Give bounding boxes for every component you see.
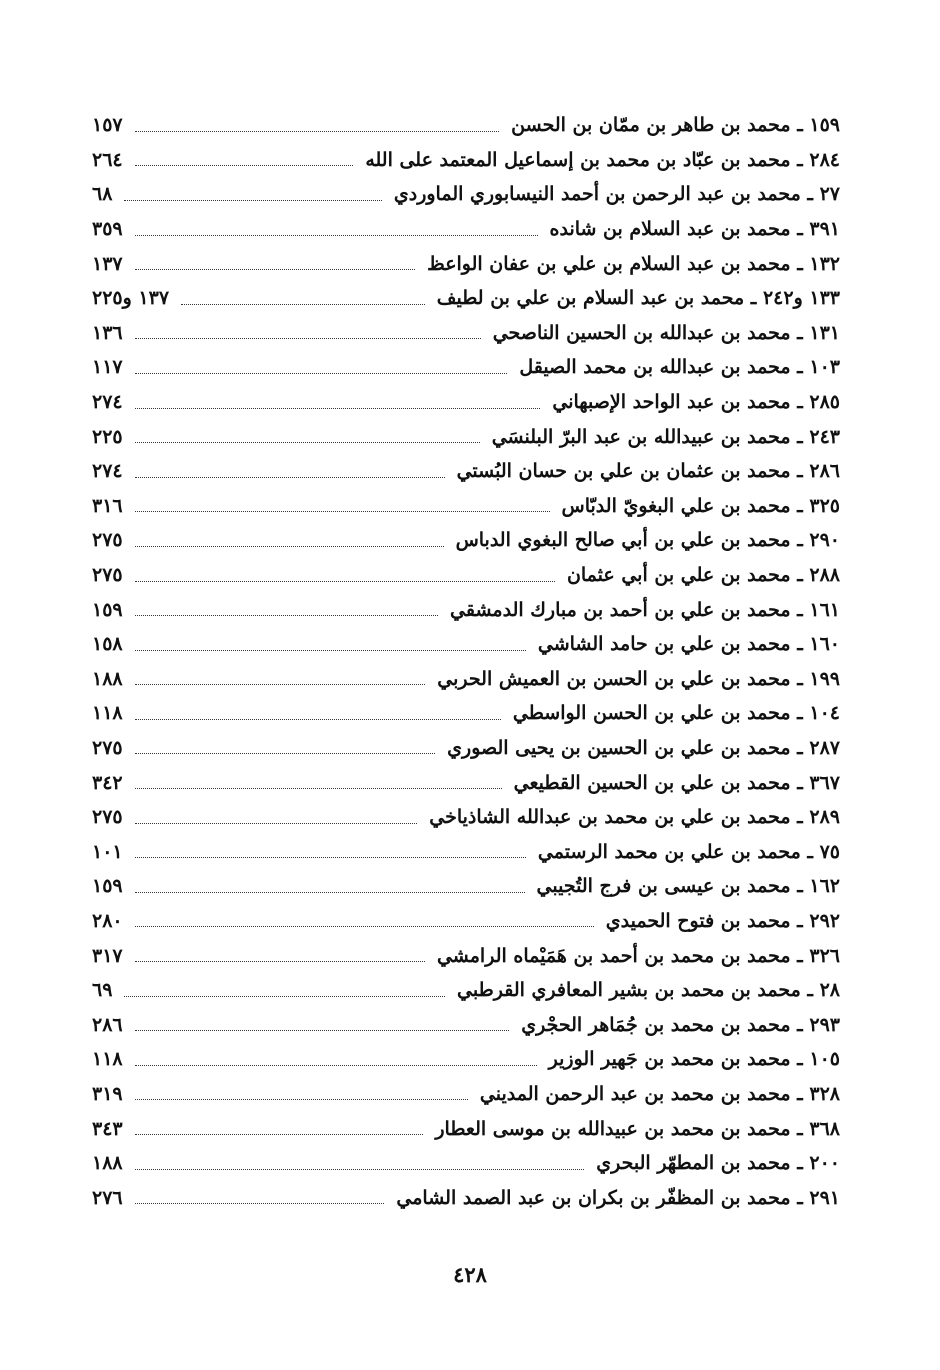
entry-page-number: ١٥٩: [92, 875, 123, 898]
index-entry: [92, 731, 840, 766]
entry-page-number: ١٣٧: [92, 252, 123, 275]
entry-page-number: ١١٨: [92, 1048, 123, 1071]
entry-name: ٢٩٠ ـ محمد بن علي بن أبي صالح البغوي الدباس: [455, 529, 840, 552]
entry-name: ١٠٤ ـ محمد بن علي بن الحسن الواسطي: [512, 702, 840, 725]
dot-leader: [135, 581, 555, 582]
entry-page-number: ١٥٨: [92, 633, 123, 656]
dot-leader: [135, 235, 538, 236]
entry-page-number: ٢٧٥: [92, 529, 123, 552]
index-entry: [92, 419, 840, 454]
entry-page-number: ١٨٨: [92, 667, 123, 690]
entry-page-number: ٢٨٠: [92, 909, 123, 932]
index-entry: [92, 350, 840, 385]
dot-leader: [135, 650, 526, 651]
dot-leader: [135, 719, 501, 720]
dot-leader: [135, 338, 481, 339]
dot-leader: [135, 131, 500, 132]
dot-leader: [135, 408, 541, 409]
dot-leader: [135, 1099, 468, 1100]
entry-name: ٢٨٨ ـ محمد بن علي بن أبي عثمان: [566, 564, 840, 587]
index-entry: [92, 834, 840, 869]
index-entry: [92, 765, 840, 800]
dot-leader: [135, 1169, 585, 1170]
entry-name: ٢٨ ـ محمد بن محمد بن بشير المعافري القرطبي: [457, 979, 840, 1002]
entry-name: ٢٠٠ ـ محمد بن المطهّر البحري: [596, 1152, 840, 1175]
index-entry: [92, 938, 840, 973]
index-entry: [92, 316, 840, 351]
dot-leader: [135, 926, 594, 927]
entry-name: ٢٩٣ ـ محمد بن محمد بن جُمَاهر الحجْري: [521, 1013, 840, 1036]
index-entry: [92, 1111, 840, 1146]
entry-name: ١٣٣ و٢٤٢ ـ محمد بن عبد السلام بن علي بن لطيف: [436, 287, 840, 310]
dot-leader: [135, 1030, 510, 1031]
entry-page-number: ١٨٨: [92, 1152, 123, 1175]
dot-leader: [135, 1203, 385, 1204]
index-entry: [92, 904, 840, 939]
entry-page-number: ١٥٩: [92, 598, 123, 621]
index-entry: [92, 973, 840, 1008]
dot-leader: [135, 477, 445, 478]
dot-leader: [135, 892, 525, 893]
dot-leader: [135, 373, 508, 374]
index-entry: [92, 454, 840, 489]
dot-leader: [135, 1065, 537, 1066]
entry-page-number: ٣١٦: [92, 494, 123, 517]
entry-name: ٢٨٩ ـ محمد بن علي بن محمد بن عبدالله الشاذياخي: [429, 806, 840, 829]
entry-name: ٢٤٣ ـ محمد بن عبيدالله بن عبد البرّ البلنسَي: [491, 425, 840, 448]
entry-page-number: ١٥٧: [92, 114, 123, 137]
dot-leader: [124, 200, 381, 201]
entry-page-number: ٢٧٥: [92, 806, 123, 829]
entry-page-number: ١١٨: [92, 702, 123, 725]
index-entry: [92, 1042, 840, 1077]
dot-leader: [135, 961, 425, 962]
entry-page-number: ٢٨٦: [92, 1013, 123, 1036]
page-number: ٤٢٨: [453, 1262, 487, 1287]
dot-leader: [135, 684, 426, 685]
entry-name: ١٦٠ ـ محمد بن علي بن حامد الشاشي: [537, 633, 840, 656]
entry-page-number: ٢٧٥: [92, 736, 123, 759]
entry-name: ٣٢٥ ـ محمد بن علي البغويّ الدبّاس: [561, 494, 840, 517]
entry-name: ٣٢٦ ـ محمد بن محمد بن أحمد بن هَمَيْماه الرامشي: [436, 944, 840, 967]
entry-name: ١٦٢ ـ محمد بن عيسى بن فرج التُجيبي: [536, 875, 840, 898]
index-entry: [92, 662, 840, 697]
entry-name: ١٠٣ ـ محمد بن عبدالله بن محمد الصيقل: [519, 356, 840, 379]
entry-page-number: ٢٧٥: [92, 564, 123, 587]
entry-page-number: ٦٨: [92, 183, 113, 206]
dot-leader: [135, 857, 526, 858]
entry-page-number: ٣٥٩: [92, 218, 123, 241]
dot-leader: [135, 442, 480, 443]
dot-leader: [135, 511, 550, 512]
entry-name: ٣٦٧ ـ محمد بن علي بن الحسين القطيعي: [513, 771, 840, 794]
entry-name: ١٦١ ـ محمد بن علي بن أحمد بن مبارك الدمشقي: [450, 598, 840, 621]
dot-leader: [124, 996, 445, 997]
entry-page-number: ٢٧٤: [92, 460, 123, 483]
entry-name: ٣٩١ ـ محمد بن عبد السلام بن شانده: [549, 218, 840, 241]
entry-page-number: ١١٧: [92, 356, 123, 379]
index-entry: [92, 489, 840, 524]
index-entry: [92, 627, 840, 662]
index-entry: [92, 212, 840, 247]
index-entry: [92, 1146, 840, 1181]
dot-leader: [135, 269, 416, 270]
entry-name: ٢٧ ـ محمد بن عبد الرحمن بن أحمد النيسابوري الماوردي: [393, 183, 840, 206]
entry-page-number: ٢٧٤: [92, 391, 123, 414]
dot-leader: [135, 823, 418, 824]
index-entry: [92, 385, 840, 420]
index-list: [92, 108, 840, 1215]
entry-page-number: ٢٦٤: [92, 148, 123, 171]
index-entry: [92, 1180, 840, 1215]
index-entry: [92, 592, 840, 627]
dot-leader: [181, 304, 425, 305]
index-entry: [92, 177, 840, 212]
index-entry: [92, 558, 840, 593]
entry-name: ٣٦٨ ـ محمد بن محمد بن عبيدالله بن موسى العطار: [435, 1117, 840, 1140]
entry-name: ١٣١ ـ محمد بن عبدالله بن الحسين الناصحي: [492, 321, 840, 344]
entry-page-number: ٣١٧: [92, 944, 123, 967]
index-entry: [92, 800, 840, 835]
index-entry: [92, 523, 840, 558]
index-entry: [92, 108, 840, 143]
dot-leader: [135, 753, 436, 754]
index-entry: [92, 143, 840, 178]
dot-leader: [135, 546, 444, 547]
entry-name: ١٠٥ ـ محمد بن محمد بن جَهير الوزير: [548, 1048, 840, 1071]
index-entry: [92, 1007, 840, 1042]
entry-page-number: ٣٤٢: [92, 771, 123, 794]
entry-name: ٢٨٦ ـ محمد بن عثمان بن علي بن حسان البُستي: [456, 460, 840, 483]
dot-leader: [135, 615, 438, 616]
index-entry: [92, 1077, 840, 1112]
entry-name: ١٥٩ ـ محمد بن طاهر بن ممّان بن الحسن: [511, 114, 840, 137]
entry-name: ١٣٢ ـ محمد بن عبد السلام بن علي بن عفان الواعظ: [427, 252, 840, 275]
entry-page-number: ٣٤٣: [92, 1117, 123, 1140]
index-entry: [92, 696, 840, 731]
dot-leader: [135, 165, 354, 166]
entry-name: ١٩٩ ـ محمد بن علي بن الحسن بن العميش الحربي: [437, 667, 840, 690]
entry-page-number: ٢٧٦: [92, 1186, 123, 1209]
index-entry: [92, 281, 840, 316]
index-entry: [92, 869, 840, 904]
entry-name: ٧٥ ـ محمد بن علي بن محمد الرستمي: [537, 840, 840, 863]
entry-name: ٣٢٨ ـ محمد بن محمد بن عبد الرحمن المديني: [479, 1082, 840, 1105]
entry-page-number: ١٠١: [92, 840, 123, 863]
entry-name: ٢٩٢ ـ محمد بن فتوح الحميدي: [605, 909, 840, 932]
index-entry: [92, 246, 840, 281]
dot-leader: [135, 788, 502, 789]
entry-page-number: ٦٩: [92, 979, 113, 1002]
dot-leader: [135, 1134, 424, 1135]
entry-page-number: ٢٢٥: [92, 425, 123, 448]
entry-page-number: ١٣٧ و٢٢٥: [92, 287, 170, 310]
entry-page-number: ١٣٦: [92, 321, 123, 344]
entry-name: ٢٨٥ ـ محمد بن عبد الواحد الإصبهاني: [552, 391, 840, 414]
entry-page-number: ٣١٩: [92, 1082, 123, 1105]
entry-name: ٢٨٤ ـ محمد بن عبّاد بن محمد بن إسماعيل المعتمد على الله: [365, 148, 840, 171]
entry-name: ٢٨٧ ـ محمد بن علي بن الحسين بن يحيى الصوري: [447, 736, 840, 759]
entry-name: ٢٩١ ـ محمد بن المظفّر بن بكران بن عبد الصمد الشامي: [396, 1186, 840, 1209]
